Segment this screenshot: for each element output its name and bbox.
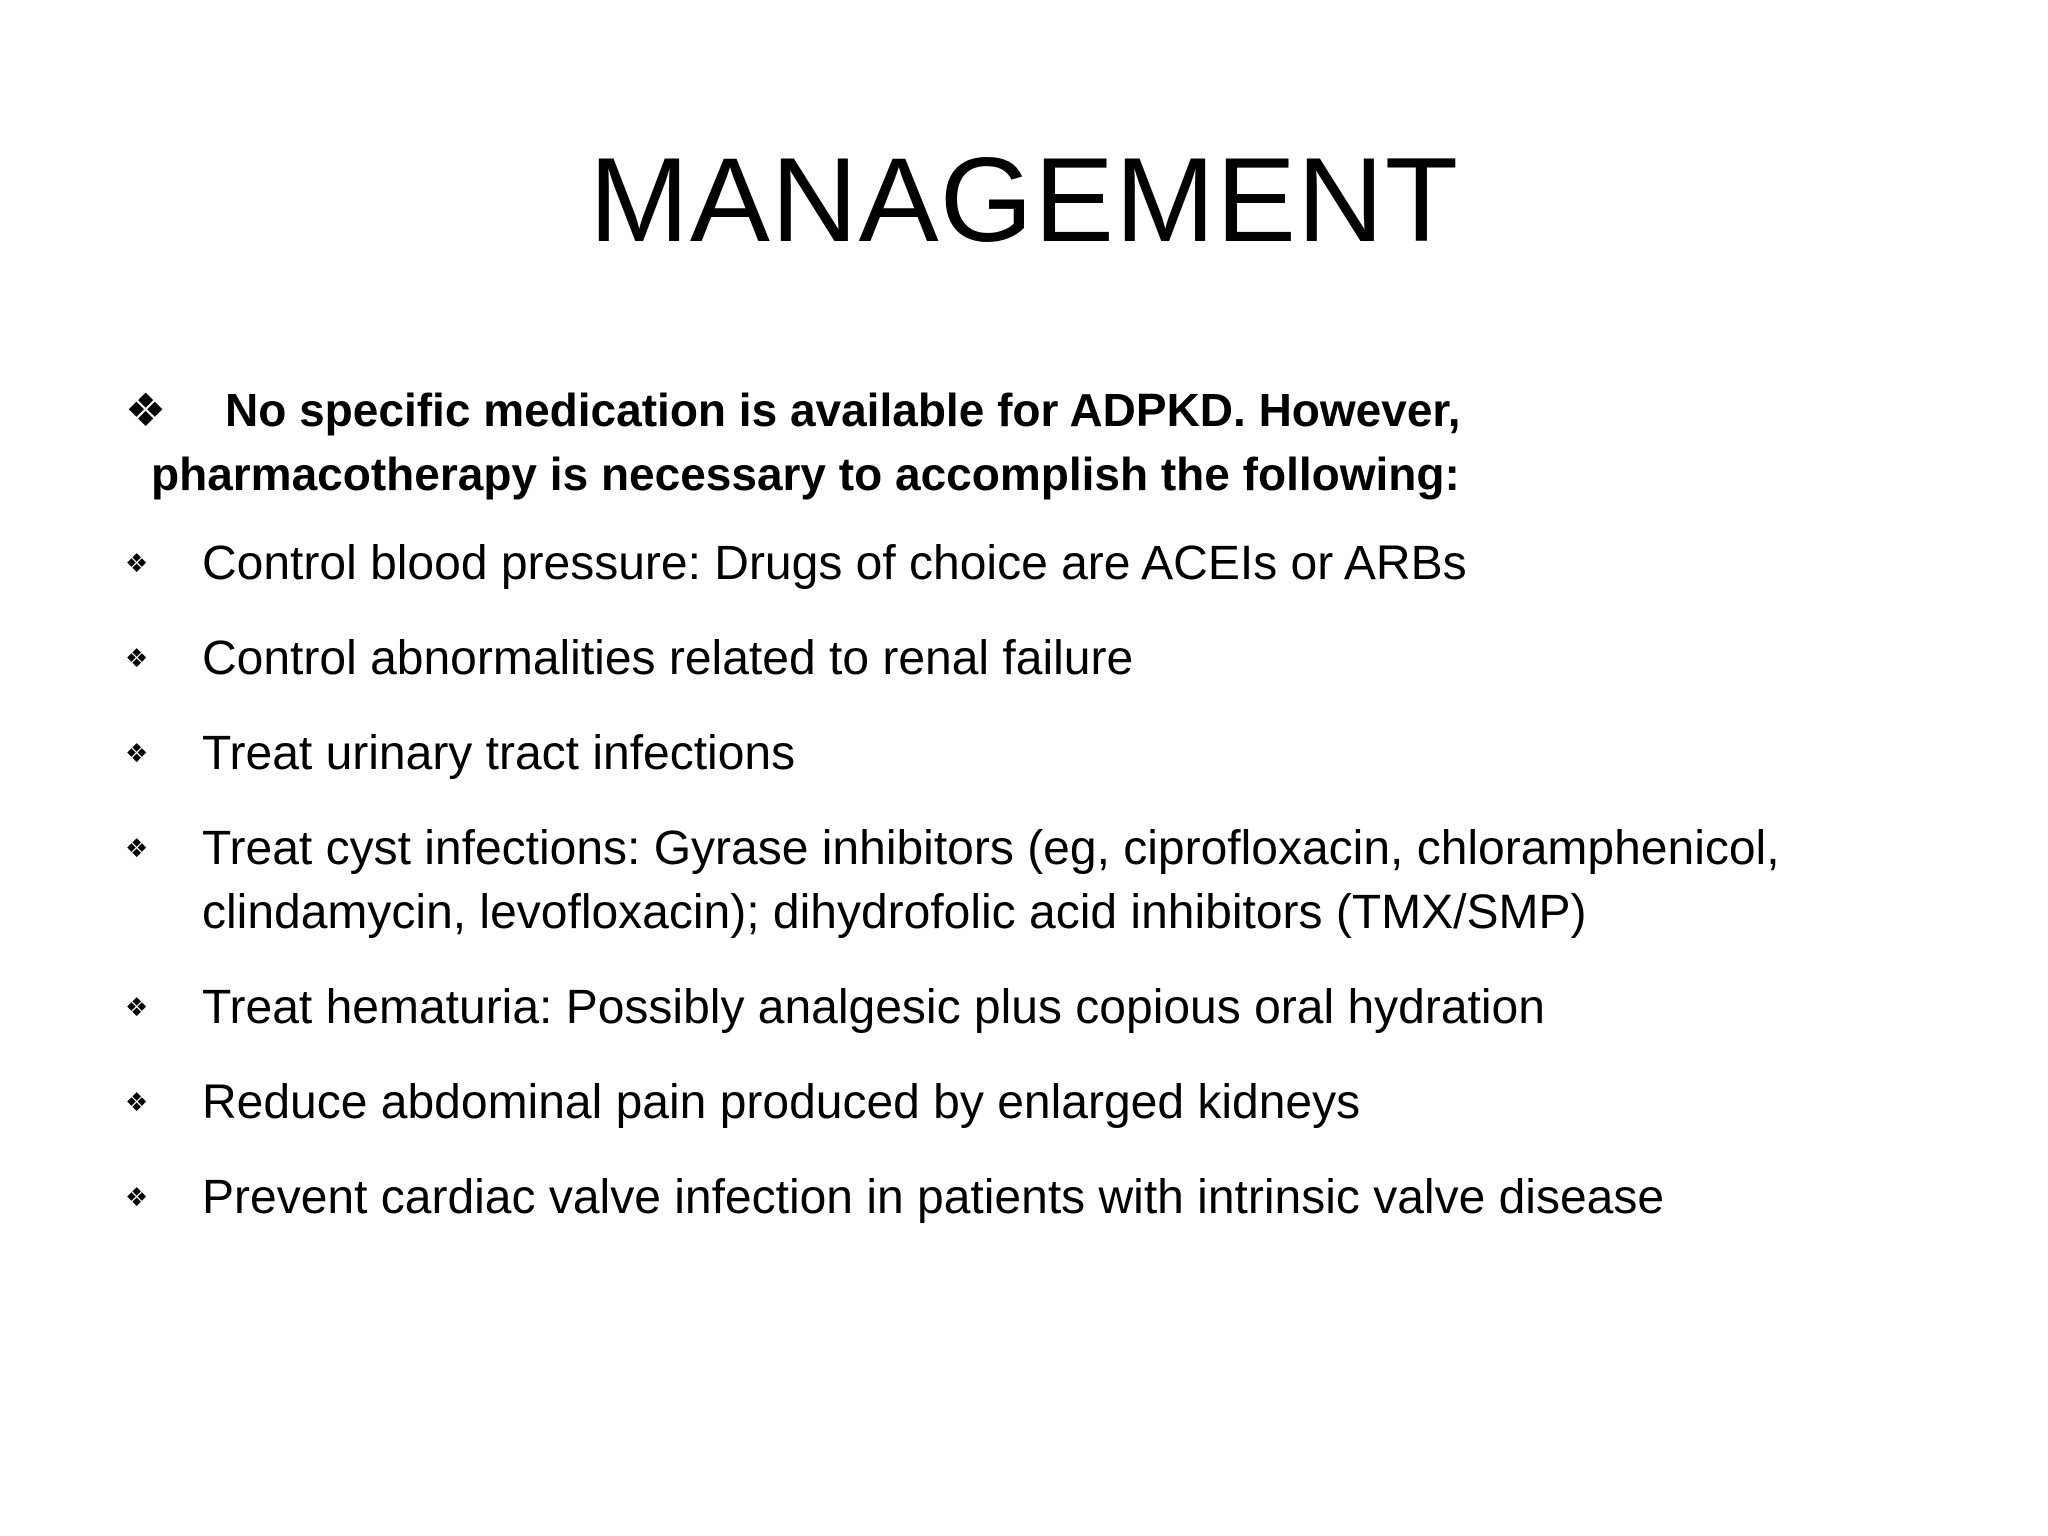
list-item-text: Treat hematuria: Possibly analgesic plus copious oral hydration xyxy=(202,981,1545,1034)
list-item-text: Control abnormalities related to renal failure xyxy=(202,632,1134,685)
list-item xyxy=(125,532,2005,596)
list-item xyxy=(125,817,2005,945)
list-item-text: Treat cyst infections: Gyrase inhibitors (eg, ciprofloxacin, chloramphenicol, clindamycin, levofloxacin); dihydrofolic acid inhibitors (TMX/SMP) xyxy=(202,822,1780,939)
diamond-fleuron-icon: ❖ xyxy=(125,992,149,1022)
intro-line-2: pharmacotherapy is necessary to accomplish the following: xyxy=(151,448,1460,500)
list-item xyxy=(125,722,2005,786)
list-item xyxy=(125,1166,2005,1230)
diamond-fleuron-icon: ❖ xyxy=(125,548,149,578)
intro-paragraph xyxy=(125,378,1605,506)
list-item xyxy=(125,976,2005,1040)
list-item xyxy=(125,1071,2005,1135)
diamond-fleuron-icon: ❖ xyxy=(125,643,149,673)
slide-title: MANAGEMENT xyxy=(588,133,1460,267)
list-item-text: Prevent cardiac valve infection in patients with intrinsic valve disease xyxy=(202,1171,1665,1224)
list-item-text: Control blood pressure: Drugs of choice are ACEIs or ARBs xyxy=(202,537,1467,590)
diamond-fleuron-icon: ❖ xyxy=(125,384,167,436)
diamond-fleuron-icon: ❖ xyxy=(125,1087,149,1117)
diamond-fleuron-icon: ❖ xyxy=(125,833,149,863)
diamond-fleuron-icon: ❖ xyxy=(125,1182,149,1212)
list-item-text: Treat urinary tract infections xyxy=(202,727,796,780)
bullet-list xyxy=(125,532,2005,1261)
intro-line-1: No specific medication is available for ADPKD. However, xyxy=(225,384,1461,436)
diamond-fleuron-icon: ❖ xyxy=(125,738,149,768)
list-item xyxy=(125,627,2005,691)
list-item-text: Reduce abdominal pain produced by enlarged kidneys xyxy=(202,1076,1361,1129)
